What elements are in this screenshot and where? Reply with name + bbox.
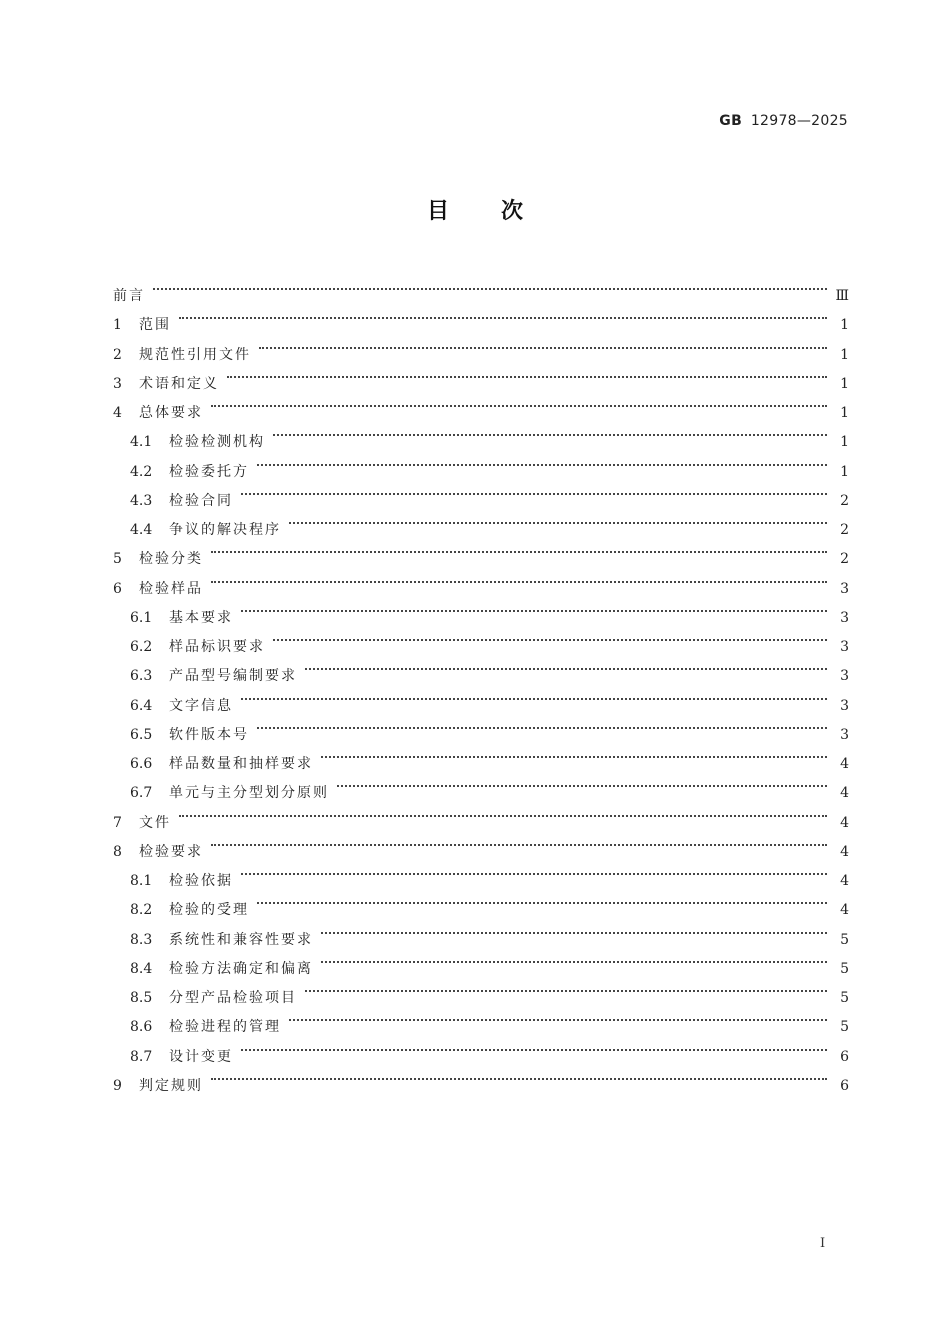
toc-dot-leader [179, 798, 827, 827]
toc-entry[interactable] [113, 388, 849, 421]
standard-code [719, 113, 848, 129]
toc-entry-number: 8.2 [130, 902, 153, 919]
toc-entry-number: 8.6 [130, 1019, 153, 1036]
toc-entry[interactable] [113, 827, 849, 860]
toc-entry-label: 检验样品 [139, 580, 203, 597]
toc-entry-label: 检验委托方 [169, 463, 249, 480]
toc-entry-number: 6.4 [130, 697, 153, 714]
toc-entry-page: 4 [840, 902, 849, 919]
toc-dot-leader [211, 564, 827, 593]
toc-entry-page: 3 [840, 726, 849, 743]
toc-entry-page: 5 [840, 1019, 849, 1036]
toc-entry-label: 检验依据 [169, 873, 233, 889]
toc-entry-number: 6.5 [130, 726, 153, 743]
toc-entry-number: 5 [113, 551, 122, 568]
toc-entry-page: 6 [840, 1077, 849, 1094]
toc-entry-label: 范围 [139, 317, 171, 334]
toc-entry-page: 1 [840, 346, 849, 363]
toc-entry-page: 1 [840, 405, 849, 421]
toc-entry-number: 8.4 [130, 960, 153, 977]
toc-entry[interactable] [113, 300, 849, 334]
toc-entry-label: 产品型号编制要求 [169, 668, 297, 685]
toc-dot-leader [321, 739, 827, 768]
toc-entry-page: 4 [840, 873, 849, 889]
toc-entry-page: 1 [840, 317, 849, 334]
toc-entry-page: 1 [840, 463, 849, 480]
toc-entry-number: 6.2 [130, 639, 153, 655]
toc-dot-leader [273, 417, 827, 446]
toc-entry-page: 4 [840, 814, 849, 831]
toc-entry-label: 争议的解决程序 [169, 522, 281, 538]
toc-dot-leader [321, 944, 827, 973]
toc-dot-leader [241, 476, 827, 505]
toc-entry-number: 8.5 [130, 990, 153, 1006]
toc-entry-label: 检验要求 [139, 843, 203, 860]
toc-entry-number: 8.3 [130, 931, 153, 948]
toc-entry[interactable] [113, 564, 849, 597]
toc-dot-leader [241, 681, 827, 710]
toc-dot-leader [337, 768, 827, 797]
toc-dot-leader [305, 651, 827, 680]
toc-entry-label: 分型产品检验项目 [169, 990, 297, 1006]
toc-dot-leader [259, 330, 827, 359]
toc-dot-leader [289, 505, 827, 534]
toc-dot-leader [305, 973, 827, 1002]
toc-dot-leader [211, 534, 827, 563]
toc-entry-label: 检验方法确定和偏离 [169, 960, 313, 977]
toc-entry-page: 4 [840, 843, 849, 860]
toc-dot-leader [179, 300, 827, 329]
toc-entry-page: 3 [840, 609, 849, 626]
toc-entry-label: 判定规则 [139, 1077, 203, 1094]
toc-entry[interactable] [113, 1061, 849, 1094]
toc-entry-label: 样品标识要求 [169, 639, 265, 655]
toc-entry-page: 6 [840, 1048, 849, 1065]
toc-entry-number: 4.1 [130, 434, 153, 451]
toc-entry-number: 8.1 [130, 873, 153, 889]
toc-entry[interactable] [113, 856, 849, 889]
toc-entry-number: 8 [113, 843, 122, 860]
toc-entry-label: 基本要求 [169, 609, 233, 626]
standard-prefix: GB [719, 113, 743, 129]
toc-entry-label: 软件版本号 [169, 726, 249, 743]
toc-entry-page: 3 [840, 697, 849, 714]
toc-entry-page: 1 [840, 434, 849, 451]
toc-dot-leader [153, 271, 827, 300]
toc-entry-page: 2 [840, 551, 849, 568]
toc-entry[interactable] [113, 417, 849, 451]
toc-entry-page: 5 [840, 931, 849, 948]
toc-dot-leader [241, 1032, 827, 1061]
toc-entry-label: 检验合同 [169, 492, 233, 509]
toc-entry-label: 前言 [113, 288, 145, 304]
toc-dot-leader [257, 885, 827, 914]
toc-entry-number: 6 [113, 580, 122, 597]
toc-entry-page: 2 [840, 522, 849, 538]
toc-entry-number: 4.3 [130, 492, 153, 509]
toc-entry-label: 设计变更 [169, 1048, 233, 1065]
toc-dot-leader [321, 915, 827, 944]
toc-entry-number: 1 [113, 317, 122, 334]
toc-entry-number: 4.2 [130, 463, 153, 480]
toc-dot-leader [211, 1061, 827, 1090]
toc-entry-number: 6.7 [130, 785, 153, 802]
toc-entry-label: 系统性和兼容性要求 [169, 931, 313, 948]
toc-entry-number: 9 [113, 1077, 122, 1094]
toc-entry[interactable] [113, 798, 849, 831]
toc-entry-number: 7 [113, 814, 122, 831]
toc-entry-number: 6.6 [130, 756, 153, 772]
toc-entry-label: 文字信息 [169, 697, 233, 714]
toc-dot-leader [241, 593, 827, 622]
page-title: 目次 [426, 199, 575, 224]
toc-entry-page: 4 [840, 756, 849, 772]
toc-entry[interactable] [113, 330, 849, 363]
toc-entry[interactable] [113, 271, 849, 304]
toc-dot-leader [241, 856, 827, 885]
toc-entry-label: 单元与主分型划分原则 [169, 785, 329, 802]
toc-entry[interactable] [113, 593, 849, 626]
toc-dot-leader [257, 710, 827, 739]
toc-entry-label: 文件 [139, 814, 171, 831]
toc-entry-label: 检验的受理 [169, 902, 249, 919]
toc-entry-number: 4 [113, 405, 122, 421]
toc-entry-page: 5 [840, 990, 849, 1006]
toc-entry-label: 总体要求 [139, 405, 203, 421]
toc-dot-leader [227, 359, 827, 388]
toc-dot-leader [211, 388, 827, 417]
toc-entry-label: 样品数量和抽样要求 [169, 756, 313, 772]
toc-dot-leader [289, 1002, 827, 1031]
footer-page-number: I [820, 1236, 826, 1251]
toc-entry-number: 2 [113, 346, 122, 363]
toc-entry-page: 3 [840, 580, 849, 597]
toc-dot-leader [257, 447, 827, 476]
toc-entry-page: 3 [840, 639, 849, 655]
toc-entry[interactable] [113, 534, 849, 568]
toc-entry-number: 3 [113, 375, 122, 392]
toc-entry-label: 检验分类 [139, 551, 203, 568]
toc-entry-label: 规范性引用文件 [139, 346, 251, 363]
toc-dot-leader [211, 827, 827, 856]
toc-dot-leader [273, 622, 827, 651]
toc-entry-page: 5 [840, 960, 849, 977]
standard-number: 12978—2025 [750, 113, 848, 129]
toc-entry-number: 4.4 [130, 522, 153, 538]
toc-entry-label: 术语和定义 [139, 375, 219, 392]
toc-entry-label: 检验进程的管理 [169, 1019, 281, 1036]
toc-entry-number: 6.3 [130, 668, 153, 685]
toc-entry-page: Ⅲ [835, 288, 849, 304]
toc-entry-page: 2 [840, 492, 849, 509]
toc-entry-page: 4 [840, 785, 849, 802]
toc-entry-number: 8.7 [130, 1048, 153, 1065]
toc-entry-number: 6.1 [130, 609, 153, 626]
toc-entry-page: 1 [840, 375, 849, 392]
table-of-contents [113, 271, 849, 1094]
toc-entry-label: 检验检测机构 [169, 434, 265, 451]
toc-entry-page: 3 [840, 668, 849, 685]
